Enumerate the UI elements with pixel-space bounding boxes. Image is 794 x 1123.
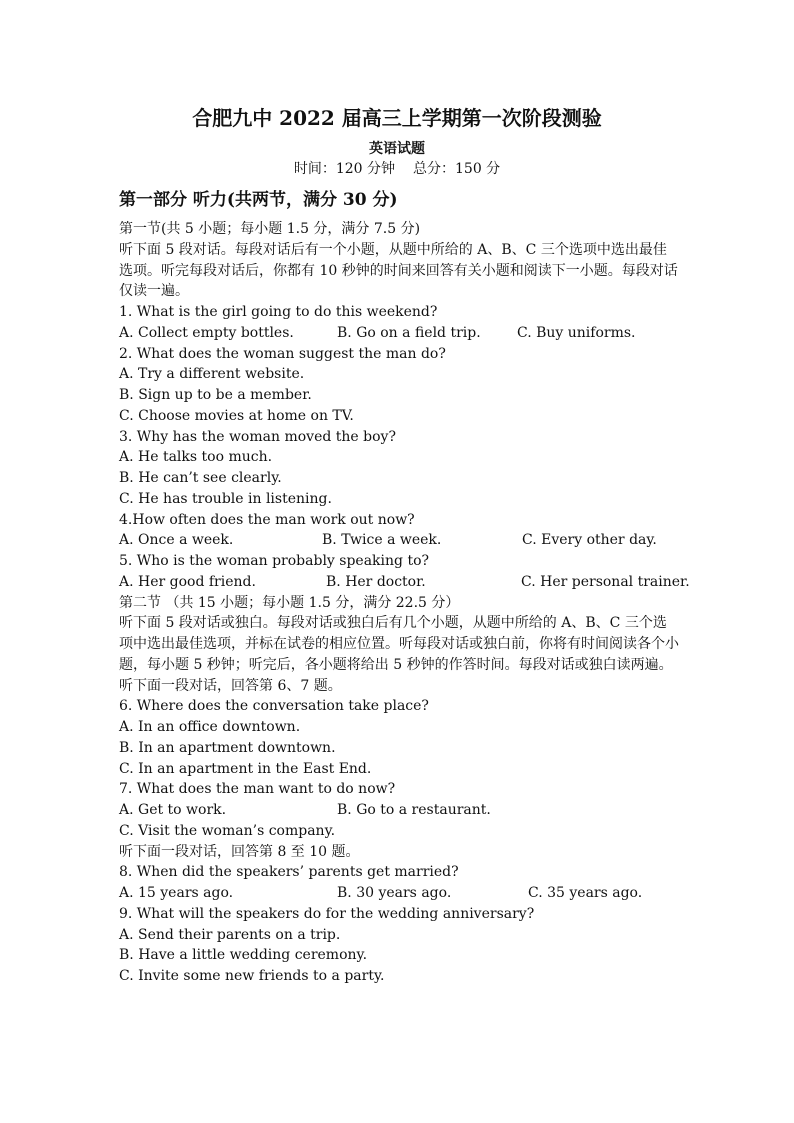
option-c: C. He has trouble in listening. xyxy=(119,490,332,507)
question-9-stem: 9. What will the speakers do for the wedding anniversary? xyxy=(119,905,535,922)
question-5-options xyxy=(119,572,690,593)
option-b: B. Go to a restaurant. xyxy=(337,802,491,818)
section1-instructions: 听下面 5 段对话。每段对话后有一个小题，从题中所给的 A、B、C 三个选项中选出最佳选项。听完每段对话后，你都有 10 秒钟的时间来回答有关小题和阅读下一小题。每段对话仅读一遍。 xyxy=(119,241,678,300)
option-b: B. He can’t see clearly. xyxy=(119,470,282,486)
option-c: C. Buy uniforms. xyxy=(517,324,636,341)
exam-content xyxy=(119,219,690,987)
dialog-intro-8-10: 听下面一段对话，回答第 8 至 10 题。 xyxy=(119,843,360,860)
question-4-stem: 4.How often does the man work out now? xyxy=(119,511,415,528)
option-c: C. Every other day. xyxy=(522,532,657,549)
question-3-stem: 3. Why has the woman moved the boy? xyxy=(119,428,396,445)
question-7-options xyxy=(119,800,679,821)
option-a: A. He talks too much. xyxy=(119,449,273,466)
option-c: C. In an apartment in the East End. xyxy=(119,760,372,777)
section2-heading: 第二节 （共 15 小题；每小题 1.5 分，满分 22.5 分） xyxy=(119,594,460,611)
section2-instructions: 听下面 5 段对话或独白。每段对话或独白后有几个小题，从题中所给的 A、B、C 三个选项中选出最佳选项，并标在试卷的相应位置。听每段对话或独白前，你将有时间阅读各个小题，每小题 5 秒钟；听完后，各小题将给出 5 秒钟的作答时间。每段对话或独白读两遍。 xyxy=(119,615,679,673)
part1-heading: 第一部分 听力(共两节，满分 30 分) xyxy=(119,190,398,210)
option-a: A. Collect empty bottles. xyxy=(119,324,294,341)
option-c: C. Visit the woman’s company. xyxy=(119,822,336,839)
option-a: A. In an office downtown. xyxy=(119,719,301,735)
question-4-options xyxy=(119,530,679,551)
option-b: B. Twice a week. xyxy=(322,532,442,549)
option-a: A. Once a week. xyxy=(119,532,234,549)
option-b: B. Her doctor. xyxy=(326,573,426,590)
option-a: A. Her good friend. xyxy=(119,573,256,590)
time-label: 时间：120 分钟 xyxy=(293,161,395,177)
question-1-stem: 1. What is the girl going to do this weekend? xyxy=(119,304,438,320)
section1-heading: 第一节(共 5 小题；每小题 1.5 分，满分 7.5 分) xyxy=(119,221,421,237)
option-b: B. Sign up to be a member. xyxy=(119,387,312,403)
score-label: 总分：150 分 xyxy=(413,161,501,177)
option-c: C. 35 years ago. xyxy=(528,885,643,901)
question-6-stem: 6. Where does the conversation take place? xyxy=(119,698,429,715)
question-8-stem: 8. When did the speakers’ parents get married? xyxy=(119,864,459,881)
exam-title: 合肥九中 2022 届高三上学期第一次阶段测验 xyxy=(192,106,602,130)
dialog-intro-6-7: 听下面一段对话，回答第 6、7 题。 xyxy=(119,677,342,694)
option-b: B. Have a little wedding ceremony. xyxy=(119,947,368,964)
option-a: A. Send their parents on a trip. xyxy=(119,926,341,943)
option-a: A. Try a different website. xyxy=(119,366,305,383)
option-a: A. Get to work. xyxy=(119,802,227,818)
option-b: B. Go on a field trip. xyxy=(337,324,481,341)
question-7-stem: 7. What does the man want to do now? xyxy=(119,781,396,798)
option-c: C. Invite some new friends to a party. xyxy=(119,968,385,984)
question-2-stem: 2. What does the woman suggest the man do? xyxy=(119,345,446,362)
option-c: C. Choose movies at home on TV. xyxy=(119,407,354,424)
option-a: A. 15 years ago. xyxy=(119,885,234,901)
exam-time-score xyxy=(0,159,794,179)
option-c: C. Her personal trainer. xyxy=(521,573,690,590)
question-1-options xyxy=(119,323,679,344)
option-b: B. In an apartment downtown. xyxy=(119,739,336,756)
question-5-stem: 5. Who is the woman probably speaking to? xyxy=(119,553,430,569)
option-b: B. 30 years ago. xyxy=(337,885,452,901)
exam-subject: 英语试题 xyxy=(369,141,425,157)
question-8-options xyxy=(119,883,679,904)
